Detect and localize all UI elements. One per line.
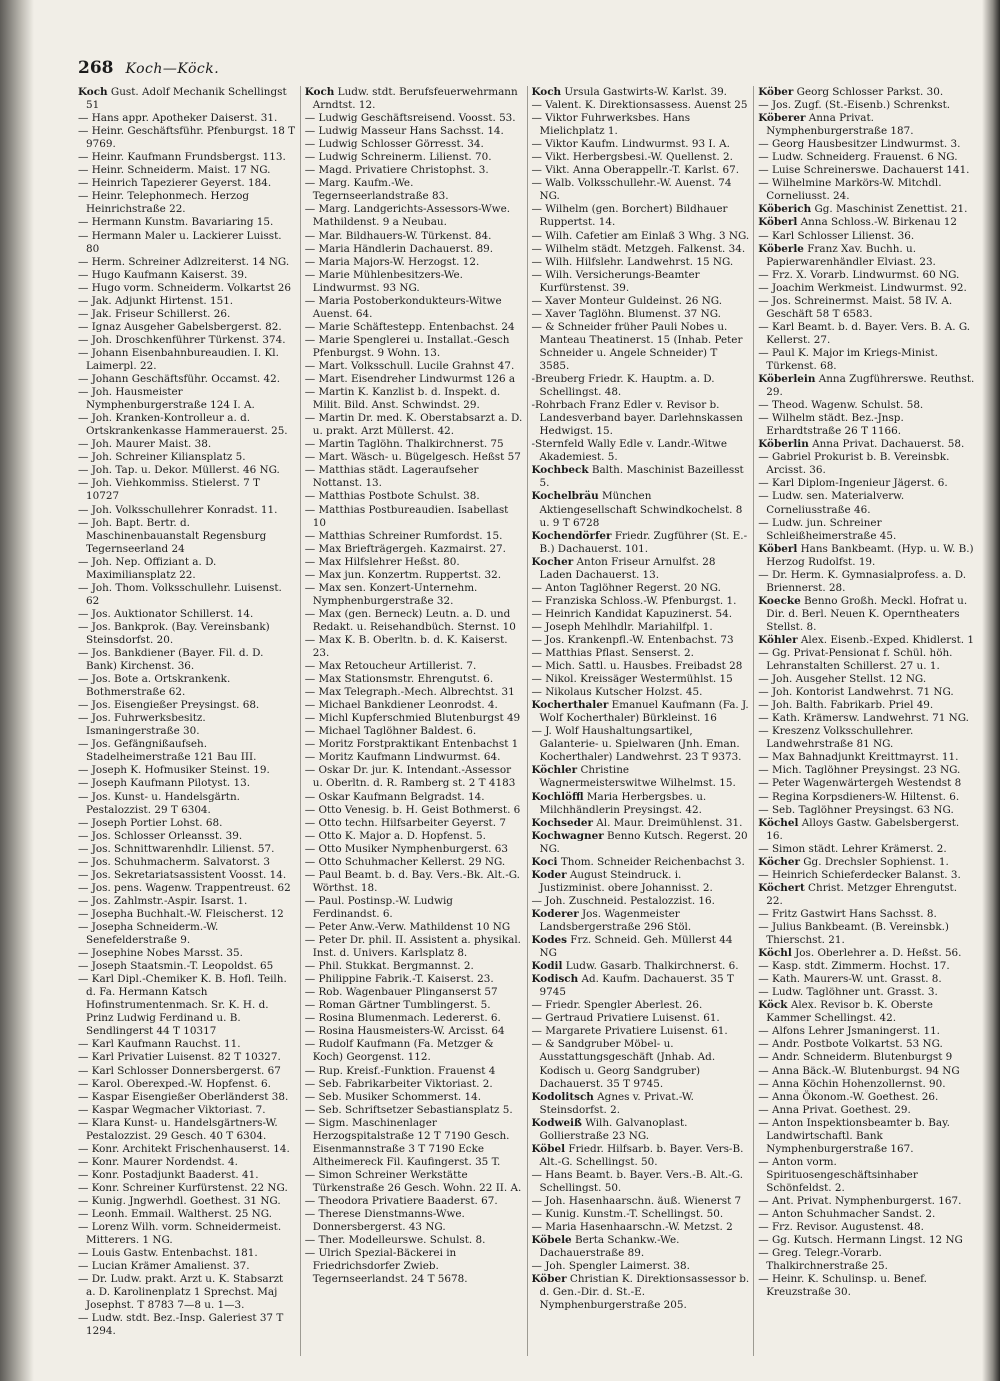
directory-entry: — Seb. Taglöhner Preysingst. 63 NG. bbox=[758, 803, 954, 816]
directory-entry: — Jos. Sekretariatsassistent Voosst. 14. bbox=[78, 868, 287, 881]
directory-entry: — Viktor Fuhrwerksbes. Hans Mielichplatz 1. bbox=[531, 112, 691, 138]
directory-entry: — Karl Privatier Luisenst. 82 T 10327. bbox=[78, 1051, 281, 1064]
directory-entry: Koderer Jos. Wagenmeister Landsbergerstraße 296 Stöl. bbox=[531, 907, 692, 933]
directory-entry: Koch Ursula Gastwirts-W. Karlst. 39. bbox=[531, 86, 727, 98]
directory-entry: Köhler Alex. Eisenb.-Exped. Khidlerst. 1 bbox=[758, 633, 974, 646]
directory-entry: — Frz. Revisor. Augustenst. 48. bbox=[758, 1221, 924, 1234]
directory-entry: Köchler Christine Wagnermeisterswitwe Wilhelmst. 15. bbox=[531, 764, 736, 790]
directory-entry: Köberlein Anna Zugführerswe. Reuthst. 29. bbox=[758, 373, 975, 399]
directory-entry: — Ignaz Ausgeher Gabelsbergerst. 82. bbox=[78, 320, 282, 333]
directory-entry: — Nikol. Kreissäger Westermühlst. 15 bbox=[531, 673, 733, 686]
directory-entry: — Max Telegraph.-Mech. Albrechtst. 31 bbox=[304, 686, 515, 699]
directory-entry: Koecke Benno Großh. Meckl. Hofrat u. Dir. d. Berl. Neuen K. Operntheaters Stellst. 8. bbox=[758, 594, 968, 633]
directory-entry: — Joh. Viehkommiss. Stielerst. 7 T 10727 bbox=[78, 477, 260, 503]
directory-entry: — Heinrich Tapezierer Geyerst. 184. bbox=[78, 177, 272, 190]
directory-entry: — Joh. Thom. Volksschullehr. Luisenst. 62 bbox=[78, 581, 282, 607]
directory-entry: — Rudolf Kaufmann (Fa. Metzger & Koch) Georgenst. 112. bbox=[304, 1038, 494, 1064]
directory-entry: — Hans Beamt. b. Bayer. Vers.-B. Alt.-G. Schellingst. 50. bbox=[531, 1168, 744, 1194]
directory-entry: — Seb. Fabrikarbeiter Viktoriast. 2. bbox=[304, 1077, 493, 1090]
column-4 bbox=[754, 86, 980, 1356]
directory-entry: — Heinr. Kaufmann Frundsbergst. 113. bbox=[78, 151, 286, 164]
directory-entry: — Joseph Staatsmin.-T. Leopoldst. 65 bbox=[78, 960, 274, 973]
directory-entry: — Martin K. Kanzlist b. d. Inspekt. d. Milit. Bild. Anst. Schwindst. 29. bbox=[304, 386, 501, 412]
directory-entry: — Moritz Forstpraktikant Entenbachst 1 bbox=[304, 738, 519, 751]
directory-entry: -Rohrbach Franz Edler v. Revisor b. Landesverband bayer. Darlehnskassen Hedwigst. 15. bbox=[531, 399, 743, 438]
directory-entry: — Jak. Friseur Schillerst. 26. bbox=[78, 307, 231, 320]
directory-entry: — Mich. Sattl. u. Hausbes. Freibadst 28 bbox=[531, 660, 743, 673]
directory-entry: — Joh. Volksschullehrer Konradst. 11. bbox=[78, 503, 278, 516]
directory-entry: — Joh. Kontorist Landwehrst. 71 NG. bbox=[758, 686, 954, 699]
directory-entry: — Marie Schäftestepp. Entenbachst. 24 bbox=[304, 320, 515, 333]
directory-entry: — Andr. Postbote Volkartst. 53 NG. bbox=[758, 1038, 943, 1051]
directory-entry: — Dr. Herm. K. Gymnasialprofess. a. D. Briennerst. 28. bbox=[758, 568, 966, 594]
directory-entry: — Joseph Kaufmann Pilotyst. 13. bbox=[78, 777, 251, 790]
directory-entry: — Anton Schuhmacher Sandst. 2. bbox=[758, 1208, 936, 1221]
directory-entry: — Joh. Schreiner Kiliansplatz 5. bbox=[78, 451, 246, 464]
directory-entry: — Gg. Privat-Pensionat f. Schül. höh. Lehranstalten Schillerst. 27 u. 1. bbox=[758, 647, 953, 673]
directory-entry: — Mart. Volksschull. Lucile Grahnst 47. bbox=[304, 359, 515, 372]
directory-entry: — Julius Bankbeamt. (B. Vereinsbk.) Thierschst. 21. bbox=[758, 921, 949, 947]
directory-entry: — Hugo Kaufmann Kaiserst. 39. bbox=[78, 268, 248, 281]
directory-entry: — Gertraud Privatiere Luisenst. 61. bbox=[531, 1012, 720, 1025]
directory-entry: — Heinr. Schneiderm. Maist. 17 NG. bbox=[78, 164, 271, 177]
directory-entry: — Jos. Gefängnißaufseh. Stadelheimerstraße 121 Bau III. bbox=[78, 738, 257, 764]
directory-entry: — Ludw. Taglöhner unt. Grasst. 3. bbox=[758, 986, 938, 999]
directory-entry: — Max sen. Konzert-Unternehm. Nymphenburgerstraße 32. bbox=[304, 581, 478, 607]
directory-entry: Köchert Christ. Metzger Ehrengutst. 22. bbox=[758, 881, 958, 907]
directory-entry: — Anna Bäck.-W. Blutenburgst. 94 NG bbox=[758, 1064, 960, 1077]
directory-entry: — Max Briefträgergeh. Kazmairst. 27. bbox=[304, 542, 506, 555]
directory-entry: — Maria Händlerin Dachauerst. 89. bbox=[304, 242, 494, 255]
directory-entry: — Anna Ökonom.-W. Goethest. 26. bbox=[758, 1090, 939, 1103]
directory-entry: Köberlin Anna Privat. Dachauerst. 58. bbox=[758, 438, 965, 451]
directory-entry: — Luise Schreinerswe. Dachauerst 141. bbox=[758, 164, 970, 177]
directory-entry: — Konr. Schreiner Kurfürstenst. 22 NG. bbox=[78, 1181, 288, 1194]
directory-entry: — Jos. Schreinermst. Maist. 58 IV. A. Geschäft 58 T 6583. bbox=[758, 294, 953, 320]
directory-entry: — Otto Schuhmacher Kellerst. 29 NG. bbox=[304, 855, 506, 868]
directory-entry: — Phil. Stukkat. Bergmannst. 2. bbox=[304, 960, 474, 973]
directory-entry: — Anna Privat. Goethest. 29. bbox=[758, 1103, 911, 1116]
directory-entry: — Peter Wagenwärtergeh Westendst 8 bbox=[758, 777, 962, 790]
directory-entry: — Theod. Wagenw. Schulst. 58. bbox=[758, 399, 924, 412]
directory-entry: — Seb. Musiker Schommerst. 14. bbox=[304, 1090, 482, 1103]
directory-entry: — Ulrich Spezial-Bäckerei in Friedrichsdorfer Zwieb. Tegernseerlandst. 24 T 5678. bbox=[304, 1247, 468, 1286]
directory-entry: — Kaspar Eisengießer Oberländerst 38. bbox=[78, 1090, 289, 1103]
directory-entry: — Matthias städt. Lageraufseher Nottanst. 13. bbox=[304, 464, 479, 490]
directory-entry: — Georg Hausbesitzer Lindwurmst. 3. bbox=[758, 138, 961, 151]
directory-entry: — Heinr. K. Schulinsp. u. Benef. Kreuzstraße 30. bbox=[758, 1273, 927, 1299]
directory-entry: — Jos. Bankprok. (Bay. Vereinsbank) Steinsdorfst. 20. bbox=[78, 620, 270, 646]
directory-entry: -Sternfeld Wally Edle v. Landr.-Witwe Akademiest. 5. bbox=[531, 438, 727, 464]
directory-entry: — Klara Kunst- u. Handelsgärtners-W. Pestalozzist. 29 Gesch. 40 T 6304. bbox=[78, 1116, 278, 1142]
directory-entry: — Otto techn. Hilfsarbeiter Geyerst. 7 bbox=[304, 816, 506, 829]
directory-entry: — Heinrich Kandidat Kapuzinerst. 54. bbox=[531, 607, 733, 620]
directory-entry: — Frz. X. Vorarb. Lindwurmst. 60 NG. bbox=[758, 268, 960, 281]
directory-entry: — Sigm. Maschinenlager Herzogspitalstraße 12 T 7190 Gesch. Eisenmannstraße 3 T 7190 Ecke Altheimereck Fil. Kaufingerst. 35 T. bbox=[304, 1116, 510, 1168]
directory-entry: — Joh. Ausgeher Stellst. 12 NG. bbox=[758, 673, 927, 686]
directory-entry: — Simon Schreiner Werkstätte Türkenstraße 26 Gesch. Wohn. 22 II. A. bbox=[304, 1168, 522, 1194]
directory-entry: — J. Wolf Haushaltungsartikel, Galanterie- u. Spielwaren (Jnh. Eman. Kocherthaler) Landwehrst. 23 T 9373. bbox=[531, 725, 742, 764]
column-2 bbox=[301, 86, 528, 1356]
directory-entry: — Karl Beamt. b. d. Bayer. Vers. B. A. G. Kellerst. 27. bbox=[758, 320, 971, 346]
directory-entry: — Wilhelm städt. Bez.-Jnsp. Erhardtstraße 26 T 1166. bbox=[758, 412, 904, 438]
directory-entry: — Vikt. Anna Oberappellr.-T. Karlst. 67. bbox=[531, 164, 740, 177]
directory-entry: — Wilhelmine Markörs-W. Mitchdl. Corneliusst. 24. bbox=[758, 177, 942, 203]
directory-entry: Köbel Friedr. Hilfsarb. b. Bayer. Vers-B. Alt.-G. Schellingst. 50. bbox=[531, 1142, 744, 1168]
directory-entry: — Peter Dr. phil. II. Assistent a. physikal. Inst. d. Univers. Karlsplatz 8. bbox=[304, 934, 521, 960]
directory-entry: Kocher Anton Friseur Arnulfst. 28 Laden Dachauerst. 13. bbox=[531, 555, 716, 581]
directory-entry: — Konr. Maurer Nordendst. 4. bbox=[78, 1155, 238, 1168]
directory-entry: — Ludwig Schlosser Görresst. 34. bbox=[304, 138, 484, 151]
directory-entry: — Karl Schlosser Donnersbergerst. 67 bbox=[78, 1064, 281, 1077]
directory-entry: — Anna Köchin Hohenzollernst. 90. bbox=[758, 1077, 946, 1090]
directory-entry: Köchel Alloys Gastw. Gabelsbergerst. 16. bbox=[758, 816, 960, 842]
directory-entry: — Jos. Krankenpfl.-W. Entenbachst. 73 bbox=[531, 633, 734, 646]
directory-entry: — Michl Kupferschmied Blutenburgst 49 bbox=[304, 712, 521, 725]
directory-entry: — Oskar Kaufmann Belgradst. 14. bbox=[304, 790, 485, 803]
directory-entry: — Philippine Fabrik.-T. Kaiserst. 23. bbox=[304, 973, 494, 986]
directory-entry: — Marie Mühlenbesitzers-We. Lindwurmst. 93 NG. bbox=[304, 268, 463, 294]
directory-entry: — Greg. Telegr.-Vorarb. Thalkirchnerstraße 25. bbox=[758, 1247, 888, 1273]
directory-entry: — Max K. B. Oberltn. b. d. K. Kaiserst. 23. bbox=[304, 633, 508, 660]
directory-entry: — Jos. pens. Wagenw. Trappentreust. 62 bbox=[78, 881, 291, 894]
directory-entry: — Konr. Postadjunkt Baaderst. 41. bbox=[78, 1168, 259, 1181]
directory-entry: — Ludwig Geschäftsreisend. Voosst. 53. bbox=[304, 112, 516, 125]
directory-entry: — Jos. Schnittwarenhdlr. Lilienst. 57. bbox=[78, 842, 275, 855]
directory-entry: — Mart. Eisendreher Lindwurmst 126 a bbox=[304, 373, 516, 386]
directory-entry: — Max Stationsmstr. Ehrengutst. 6. bbox=[304, 673, 494, 686]
directory-entry: — Gg. Kutsch. Hermann Lingst. 12 NG bbox=[758, 1234, 963, 1247]
directory-entry: — Paul Beamt. b. d. Bay. Vers.-Bk. Alt.-G. Wörthst. 18. bbox=[304, 868, 520, 894]
directory-entry: — Joh. Droschkenführer Türkenst. 374. bbox=[78, 333, 286, 346]
directory-entry: — Karl Dipl.-Chemiker K. B. Hofl. Teilh. d. Fa. Hermann Katsch Hofinstrumentenmach. Sr. K. H. d. Prinz Ludwig Ferdinand u. B. Sendlingerst 44 T 10317 bbox=[78, 973, 287, 1038]
directory-entry: — Ludwig Masseur Hans Sachsst. 14. bbox=[304, 125, 504, 138]
directory-entry: — Xaver Taglöhn. Blumenst. 37 NG. bbox=[531, 307, 721, 320]
directory-entry: Köcher Gg. Drechsler Sophienst. 1. bbox=[758, 855, 949, 868]
directory-entry: Kodes Frz. Schneid. Geh. Müllerst 44 NG bbox=[531, 934, 733, 960]
directory-entry: — Anton Taglöhner Regerst. 20 NG. bbox=[531, 581, 721, 594]
directory-entry: — Magd. Privatiere Christophst. 3. bbox=[304, 164, 489, 177]
directory-entry: — Heinr. Geschäftsführ. Pfenburgst. 18 T 9769. bbox=[78, 125, 296, 151]
page-number: 268 bbox=[78, 58, 114, 78]
directory-entry: — Martin Taglöhn. Thalkirchnerst. 75 bbox=[304, 438, 504, 451]
directory-entry: — Kath. Maurers-W. unt. Grasst. 8. bbox=[758, 973, 942, 986]
directory-entry: — & Schneider früher Pauli Nobes u. Manteau Theatinerst. 15 (Inhab. Peter Schneider u. Angele Schneider) T 3585. bbox=[531, 320, 743, 372]
directory-entry: — Viktor Kaufm. Lindwurmst. 93 I. A. bbox=[531, 138, 730, 151]
directory-columns bbox=[74, 86, 980, 1356]
directory-entry: — Anton vorm. Spirituosengeschäftsinhaber Schönfeldst. 2. bbox=[758, 1155, 918, 1194]
directory-entry: — Wilh. Hilfslehr. Landwehrst. 15 NG. bbox=[531, 255, 734, 268]
directory-entry: — Karl Diplom-Ingenieur Jägerst. 6. bbox=[758, 477, 948, 490]
directory-entry: — Matthias Schreiner Rumfordst. 15. bbox=[304, 529, 503, 542]
directory-entry: — Martin Dr. med. K. Oberstabsarzt a. D. u. prakt. Arzt Müllerst. 42. bbox=[304, 412, 523, 438]
directory-entry: — Karl Schlosser Lilienst. 36. bbox=[758, 229, 915, 242]
directory-entry: — Margarete Privatiere Luisenst. 61. bbox=[531, 1025, 728, 1038]
directory-entry: — Nikolaus Kutscher Holzst. 45. bbox=[531, 686, 703, 699]
directory-entry: — Matthias Postbureaudien. Isabellast 10 bbox=[304, 503, 509, 529]
directory-entry: — Franziska Schloss.-W. Pfenburgst. 1. bbox=[531, 594, 737, 607]
directory-entry: — Marg. Kaufm.-We. Tegernseerlandstraße 83. bbox=[304, 177, 449, 203]
directory-entry: Kochwagner Benno Kutsch. Regerst. 20 NG. bbox=[531, 829, 748, 855]
directory-entry: — Jak. Adjunkt Hirtenst. 151. bbox=[78, 294, 234, 307]
directory-entry: Koder August Steindruck. i. Justizminist. obere Johannisst. 2. bbox=[531, 868, 713, 894]
directory-entry: — Maria Postoberkondukteurs-Witwe Auenst. 64. bbox=[304, 294, 502, 320]
directory-entry: — Joh. Zuschneid. Pestalozzist. 16. bbox=[531, 894, 715, 907]
directory-entry: — Jos. Zugf. (St.-Eisenb.) Schrenkst. bbox=[758, 99, 951, 112]
directory-entry: — Andr. Schneiderm. Blutenburgst 9 bbox=[758, 1051, 953, 1064]
directory-entry: Kochlöffl Maria Herbergsbes. u. Milchhändlerin Preysingst. 42. bbox=[531, 790, 707, 816]
directory-entry: — Mar. Bildhauers-W. Türkenst. 84. bbox=[304, 229, 492, 242]
directory-entry: — Josepha Buchhalt.-W. Fleischerst. 12 bbox=[78, 907, 284, 920]
directory-entry: Kochelbräu München Aktiengesellschaft Schwindkochelst. 8 u. 9 T 6728 bbox=[531, 490, 743, 529]
directory-entry: Kodil Ludw. Gasarb. Thalkirchnerst. 6. bbox=[531, 960, 739, 973]
directory-entry: — Josepha Schneiderm.-W. Senefelderstraße 9. bbox=[78, 921, 219, 947]
directory-entry: — Joachim Werkmeist. Lindwurmst. 92. bbox=[758, 281, 967, 294]
directory-entry: — Joh. Bapt. Bertr. d. Maschinenbauanstalt Regensburg Tegernseerland 24 bbox=[78, 516, 267, 555]
directory-entry: Köberl Anna Schloss.-W. Birkenau 12 bbox=[758, 216, 958, 229]
directory-entry: — Matthias Postbote Schulst. 38. bbox=[304, 490, 480, 503]
directory-entry: Köbele Berta Schankw.-We. Dachauerstraße 89. bbox=[531, 1234, 680, 1260]
directory-entry: — & Sandgruber Möbel- u. Ausstattungsgeschäft (Jnhab. Ad. Kodisch u. Georg Sandgruber) Dachauerst. 35 T 9745. bbox=[531, 1038, 716, 1090]
directory-entry: — Jos. Kunst- u. Handelsgärtn. Pestalozzist. 29 T 6304. bbox=[78, 790, 240, 816]
directory-entry: — Paul. Postinsp.-W. Ludwig Ferdinandst. 6. bbox=[304, 894, 453, 920]
directory-entry: — Johann Eisenbahnbureaudien. I. Kl. Laimerpl. 22. bbox=[78, 346, 279, 372]
directory-entry: — Mich. Taglöhner Preysingst. 23 NG. bbox=[758, 764, 961, 777]
directory-entry: — Ludw. stdt. Bez.-Insp. Galeriest 37 T 1294. bbox=[78, 1312, 284, 1338]
directory-entry: — Joh. Nep. Offiziant a. D. Maximiliansplatz 22. bbox=[78, 555, 217, 581]
directory-entry: — Ludwig Schreinerm. Lilienst. 70. bbox=[304, 151, 492, 164]
directory-entry: Koch Gust. Adolf Mechanik Schellingst 51 bbox=[78, 86, 287, 112]
directory-entry: — Hugo vorm. Schneiderm. Volkartst 26 bbox=[78, 281, 292, 294]
directory-entry: Koci Thom. Schneider Reichenbachst 3. bbox=[531, 855, 745, 868]
directory-entry: — Joseph Mehlhdlr. Mariahilfpl. 1. bbox=[531, 620, 713, 633]
directory-entry: Kochbeck Balth. Maschinist Bazeillesst 5. bbox=[531, 464, 744, 490]
directory-entry: — Ant. Privat. Nymphenburgerst. 167. bbox=[758, 1194, 962, 1207]
directory-entry: — Moritz Kaufmann Lindwurmst. 64. bbox=[304, 751, 501, 764]
directory-entry: — Joh. Hasenhaarschn. äuß. Wienerst 7 bbox=[531, 1194, 742, 1207]
directory-entry: Kodisch Ad. Kaufm. Dachauerst. 35 T 9745 bbox=[531, 973, 734, 999]
directory-entry: — Rup. Kreisf.-Funktion. Frauenst 4 bbox=[304, 1064, 496, 1077]
directory-entry: — Wilh. Cafetier am Einlaß 3 Whg. 3 NG. bbox=[531, 229, 750, 242]
directory-entry: — Ther. Modelleurswe. Schulst. 8. bbox=[304, 1234, 486, 1247]
directory-entry: — Jos. Schuhmacherm. Salvatorst. 3 bbox=[78, 855, 271, 868]
directory-entry: — Rob. Wagenbauer Plinganserst 57 bbox=[304, 986, 498, 999]
directory-entry: — Jos. Bote a. Ortskrankenk. Bothmerstraße 62. bbox=[78, 673, 231, 699]
directory-entry: Köberich Gg. Maschinist Zenettist. 21. bbox=[758, 203, 968, 216]
directory-entry: — Joh. Tap. u. Dekor. Müllerst. 46 NG. bbox=[78, 464, 280, 477]
directory-entry: — Herm. Schreiner Adlzreiterst. 14 NG. bbox=[78, 255, 290, 268]
directory-entry: — Wilhelm (gen. Borchert) Bildhauer Ruppertst. 14. bbox=[531, 203, 728, 229]
directory-entry: — Max Bahnadjunkt Kreittmayrst. 11. bbox=[758, 751, 959, 764]
directory-entry: — Rosina Hausmeisters-W. Arcisst. 64 bbox=[304, 1025, 505, 1038]
directory-entry: — Kunig. Jngwerhdl. Goethest. 31 NG. bbox=[78, 1194, 281, 1207]
directory-entry: — Max Retoucheur Artillerist. 7. bbox=[304, 660, 477, 673]
directory-entry: — Jos. Zahlmstr.-Aspir. Isarst. 1. bbox=[78, 894, 248, 907]
directory-entry: — Wilh. Versicherungs-Beamter Kurfürstenst. 39. bbox=[531, 268, 700, 294]
directory-entry: — Friedr. Spengler Aberlest. 26. bbox=[531, 999, 703, 1012]
directory-entry: — Joseph K. Hofmusiker Steinst. 19. bbox=[78, 764, 270, 777]
directory-entry: — Matthias Pflast. Senserst. 2. bbox=[531, 647, 694, 660]
directory-entry: — Walb. Volksschullehr.-W. Auenst. 74 NG. bbox=[531, 177, 732, 203]
directory-entry: — Vikt. Herbergsbesi.-W. Quellenst. 2. bbox=[531, 151, 733, 164]
directory-entry: — Peter Anw.-Verw. Mathildenst 10 NG bbox=[304, 921, 511, 933]
directory-entry: — Johann Geschäftsführ. Occamst. 42. bbox=[78, 373, 281, 386]
directory-entry: — Otto Musiker Nymphenburgerst. 63 bbox=[304, 842, 508, 855]
directory-entry: — Seb. Schriftsetzer Sebastiansplatz 5. bbox=[304, 1103, 513, 1116]
directory-entry: — Joh. Balth. Fabrikarb. Priel 49. bbox=[758, 699, 934, 712]
directory-entry: — Karol. Oberexped.-W. Hopfenst. 6. bbox=[78, 1077, 271, 1090]
directory-entry: — Dr. Ludw. prakt. Arzt u. K. Stabsarzt a. D. Karolinenplatz 1 Sprechst. Maj Josephst. T 8783 7—8 u. 1—3. bbox=[78, 1273, 284, 1312]
directory-entry: Köberer Anna Privat. Nymphenburgerstraße 187. bbox=[758, 112, 914, 138]
directory-entry: — Ludw. Schneiderg. Frauenst. 6 NG. bbox=[758, 151, 958, 164]
directory-entry: Köck Alex. Revisor b. K. Oberste Kammer Schellingst. 42. bbox=[758, 999, 933, 1025]
running-head: Koch—Köck. bbox=[125, 61, 220, 77]
directory-entry: — Max jun. Konzertm. Ruppertst. 32. bbox=[304, 568, 502, 581]
directory-entry: — Regina Korpsdieners-W. Hiltenst. 6. bbox=[758, 790, 960, 803]
directory-entry: Köber Georg Schlosser Parkst. 30. bbox=[758, 86, 944, 98]
directory-entry: — Valent. K. Direktionsassess. Auenst 25 bbox=[531, 99, 748, 112]
directory-entry: — Jos. Fuhrwerksbesitz. Ismaningerstraße 30. bbox=[78, 712, 206, 738]
directory-entry: — Joh. Spengler Laimerst. 38. bbox=[531, 1260, 690, 1273]
directory-entry: Kodolitsch Agnes v. Privat.-W. Steinsdorfst. 2. bbox=[531, 1090, 694, 1116]
directory-entry: — Kreszenz Volksschullehrer. Landwehrstraße 81 NG. bbox=[758, 725, 914, 751]
directory-entry: — Mart. Wäsch- u. Bügelgesch. Heßst 57 bbox=[304, 451, 521, 464]
directory-entry: — Marie Spenglerei u. Installat.-Gesch Pfenburgst. 9 Wohn. 13. bbox=[304, 333, 510, 359]
directory-entry: — Max Hilfslehrer Heßst. 80. bbox=[304, 555, 460, 568]
directory-entry: — Heinrich Schieferdecker Balanst. 3. bbox=[758, 868, 961, 881]
directory-entry: — Ludw. sen. Materialverw. Corneliusstraße 46. bbox=[758, 490, 905, 516]
directory-entry: — Lucian Krämer Amalienst. 37. bbox=[78, 1260, 250, 1273]
directory-entry: Koch Ludw. stdt. Berufsfeuerwehrmann Arndtst. 12. bbox=[304, 86, 518, 112]
page-header bbox=[78, 58, 219, 82]
column-3 bbox=[528, 86, 755, 1356]
directory-entry: — Max (gen. Berneck) Leutn. a. D. und Redakt. u. Reisehandbüch. Sternst. 10 bbox=[304, 607, 516, 633]
directory-entry: — Michael Taglöhner Baldest. 6. bbox=[304, 725, 477, 738]
directory-entry: — Joh. Hausmeister Nymphenburgerstraße 124 I. A. bbox=[78, 386, 255, 412]
directory-entry: — Leonh. Emmail. Waltherst. 25 NG. bbox=[78, 1208, 272, 1221]
directory-entry: Kochendörfer Friedr. Zugführer (St. E.-B.) Dachauerst. 101. bbox=[531, 529, 748, 555]
directory-entry: — Paul K. Major im Kriegs-Minist. Türkenst. 68. bbox=[758, 346, 938, 372]
directory-entry: — Gabriel Prokurist b. B. Vereinsbk. Arcisst. 36. bbox=[758, 451, 950, 477]
directory-entry: — Kaspar Wegmacher Viktoriast. 7. bbox=[78, 1103, 266, 1116]
directory-entry: — Joh. Maurer Maist. 38. bbox=[78, 438, 212, 451]
directory-entry: — Otto K. Major a. D. Hopfenst. 5. bbox=[304, 829, 486, 842]
directory-entry: — Hermann Maler u. Lackierer Luisst. 80 bbox=[78, 229, 282, 255]
directory-entry: — Kasp. stdt. Zimmerm. Hochst. 17. bbox=[758, 960, 950, 973]
directory-entry: — Hans appr. Apotheker Daiserst. 31. bbox=[78, 112, 278, 125]
directory-entry: — Marg. Landgerichts-Assessors-Wwe. Mathildenst. 9 a Neubau. bbox=[304, 203, 511, 229]
directory-entry: — Rosina Blumenmach. Ledererst. 6. bbox=[304, 1012, 501, 1025]
directory-entry: — Therese Dienstmanns-Wwe. Donnersbergerst. 43 NG. bbox=[304, 1208, 465, 1234]
directory-entry: — Jos. Eisengießer Preysingst. 68. bbox=[78, 699, 260, 712]
directory-entry: Köchl Jos. Oberlehrer a. D. Heßst. 56. bbox=[758, 947, 962, 960]
directory-entry: — Simon städt. Lehrer Krämerst. 2. bbox=[758, 842, 947, 855]
column-1 bbox=[74, 86, 301, 1356]
directory-entry: — Otto Venesig. b. H. Geist Bothmerst. 6 bbox=[304, 803, 521, 816]
directory-entry: — Anton Inspektionsbeamter b. Bay. Landwirtschaftl. Bank Nymphenburgerstraße 167. bbox=[758, 1116, 950, 1155]
directory-entry: Kodweiß Wilh. Galvanoplast. Gollierstraße 23 NG. bbox=[531, 1116, 688, 1142]
directory-entry: — Karl Kaufmann Rauchst. 11. bbox=[78, 1038, 241, 1051]
directory-entry: — Fritz Gastwirt Hans Sachsst. 8. bbox=[758, 907, 937, 920]
directory-entry: -Breuberg Friedr. K. Hauptm. a. D. Schellingst. 48. bbox=[531, 373, 715, 399]
directory-entry: Kochseder Al. Maur. Dreimühlenst. 31. bbox=[531, 816, 743, 829]
directory-entry: — Jos. Schlosser Orleansst. 39. bbox=[78, 829, 243, 842]
directory-entry: Köberle Franz Xav. Buchh. u. Papierwarenhändler Elviast. 23. bbox=[758, 242, 936, 268]
directory-entry: — Oskar Dr. jur. K. Intendant.-Assessor u. Oberltn. d. R. Ramberg st. 2 T 4183 bbox=[304, 764, 516, 790]
directory-entry: — Louis Gastw. Entenbachst. 181. bbox=[78, 1247, 258, 1260]
directory-entry: — Heinr. Telephonmech. Herzog Heinrichstraße 22. bbox=[78, 190, 250, 216]
directory-entry: — Maria Majors-W. Herzogst. 12. bbox=[304, 255, 480, 268]
directory-entry: — Kunig. Kunstm.-T. Schellingst. 50. bbox=[531, 1208, 724, 1221]
directory-entry: — Kath. Krämersw. Landwehrst. 71 NG. bbox=[758, 712, 969, 725]
directory-entry: — Jos. Bankdiener (Bayer. Fil. d. D. Bank) Kirchenst. 36. bbox=[78, 647, 264, 673]
directory-entry: — Ludw. jun. Schreiner Schleißheimerstraße 45. bbox=[758, 516, 897, 542]
directory-entry: — Michael Bankdiener Leonrodst. 4. bbox=[304, 699, 498, 712]
directory-entry: — Maria Hasenhaarschn.-W. Metzst. 2 bbox=[531, 1221, 733, 1234]
directory-entry: — Lorenz Wilh. vorm. Schneidermeist. Mitterers. 1 NG. bbox=[78, 1221, 282, 1247]
directory-entry: — Joh. Kranken-Kontrolleur a. d. Ortskrankenkasse Hammerauerst. 25. bbox=[78, 412, 288, 438]
directory-entry: Köber Christian K. Direktionsassessor b. d. Gen.-Dir. d. St.-E. Nymphenburgerstraße 205. bbox=[531, 1273, 750, 1312]
directory-entry: — Theodora Privatiere Baaderst. 67. bbox=[304, 1194, 498, 1207]
directory-entry: Kocherthaler Emanuel Kaufmann (Fa. J. Wolf Kocherthaler) Bürkleinst. 16 bbox=[531, 699, 749, 725]
directory-entry: — Josephine Nobes Marsst. 35. bbox=[78, 947, 243, 960]
directory-entry: — Alfons Lehrer Jsmaningerst. 11. bbox=[758, 1025, 940, 1038]
directory-entry: — Jos. Auktionator Schillerst. 14. bbox=[78, 607, 254, 620]
directory-entry: Köberl Hans Bankbeamt. (Hyp. u. W. B.) Herzog Rudolfst. 19. bbox=[758, 542, 974, 568]
directory-entry: — Xaver Monteur Guldeinst. 26 NG. bbox=[531, 294, 723, 307]
directory-entry: — Konr. Architekt Frischenhauserst. 14. bbox=[78, 1142, 290, 1155]
directory-entry: — Hermann Kunstm. Bavariaring 15. bbox=[78, 216, 274, 229]
directory-entry: — Wilhelm städt. Metzgeh. Falkenst. 34. bbox=[531, 242, 746, 255]
directory-entry: — Joseph Portier Lohst. 68. bbox=[78, 816, 223, 829]
directory-entry: — Roman Gärtner Tumblingerst. 5. bbox=[304, 999, 491, 1012]
